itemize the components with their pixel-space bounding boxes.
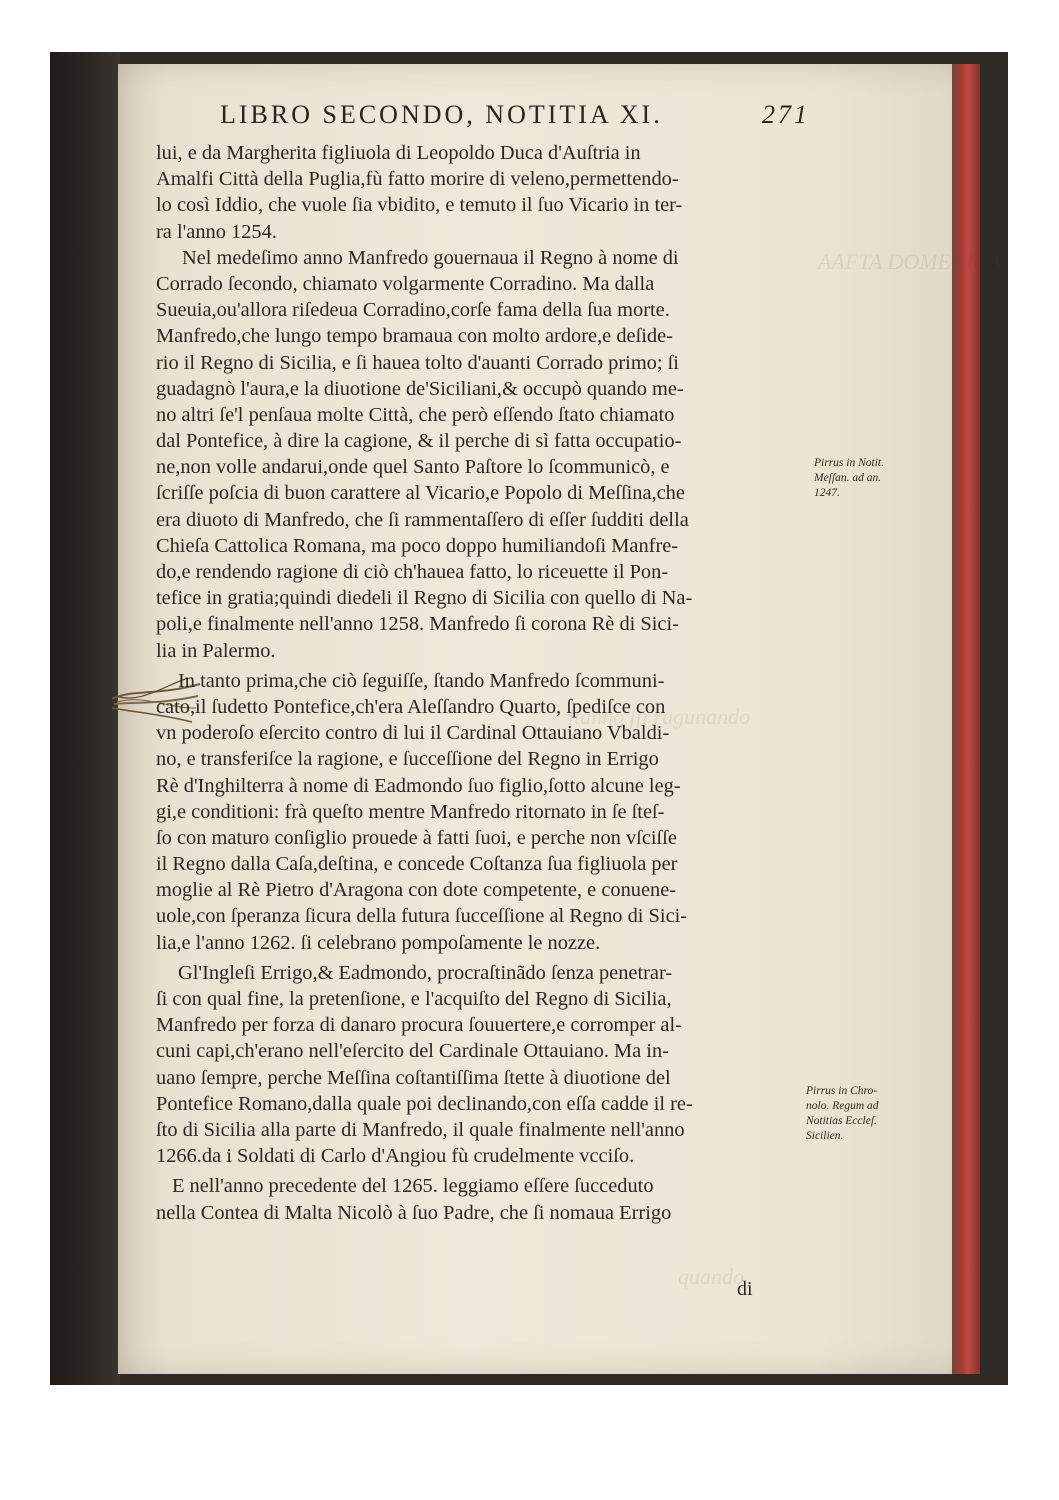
marginal-note <box>806 1084 879 1144</box>
text-line: poli,e finalmente nell'anno 1258. Manfredo ſi corona Rè di Sici- <box>156 613 679 636</box>
text-line: no, e transferiſce la ragione, e ſucceſſione del Regno in Errigo <box>156 748 659 771</box>
show-through-text: AAFTA DOMENICA <box>818 249 1002 274</box>
text-line: ſo con maturo conſiglio prouede à fatti ſuoi, e perche non vſciſſe <box>156 826 677 849</box>
text-line: lui, e da Margherita figliuola di Leopoldo Duca d'Auſtria in <box>156 142 641 164</box>
text-line: Gl'Ingleſi Errigo,& Eadmondo, procraſtinãdo ſenza penetrar- <box>178 961 673 984</box>
show-through-text: ſtanno ſſi ragunando <box>568 704 751 729</box>
text-line: Amalfi Città della Puglia,fù fatto morire di veleno,permettendo- <box>156 168 679 191</box>
body-text <box>156 140 796 1226</box>
text-line: Sueuia,ou'allora riſedeua Corradino,corſe fama della ſua morte. <box>156 299 670 322</box>
text-line: vn poderoſo eſercito contro di lui il Cardinal Ottauiano Vbaldi- <box>156 722 670 745</box>
running-head <box>170 100 810 136</box>
text-line: lia in Palermo. <box>156 639 276 662</box>
text-line: cuni capi,ch'erano nell'eſercito del Cardinale Ottauiano. Ma in- <box>156 1040 669 1063</box>
text-line: dal Pontefice, à dire la cagione, & il perche di sì fatta occupatio- <box>156 430 682 453</box>
text-line: Manfredo,che lungo tempo bramaua con molto ardore,e deſide- <box>156 325 673 348</box>
marginal-note-line: Pirrus in Notit. <box>814 457 884 469</box>
text-line: ſcriſſe poſcia di buon carattere al Vicario,e Popolo di Meſſina,che <box>156 482 685 505</box>
marginal-note-line: Sicilien. <box>806 1130 844 1142</box>
text-line: rio il Regno di Sicilia, e ſi hauea tolto d'auanti Corrado primo; ſi <box>156 351 679 374</box>
text-line: ne,non volle andarui,onde quel Santo Paſtore lo ſcommunicò, e <box>156 456 670 479</box>
text-line: Corrado ſecondo, chiamato volgarmente Corradino. Ma dalla <box>156 272 655 295</box>
text-line: ſto di Sicilia alla parte di Manfredo, il quale finalmente nell'anno <box>156 1118 685 1141</box>
text-line: In tanto prima,che ciò ſeguiſſe, ſtando Manfredo ſcommuni- <box>178 669 665 692</box>
catchword: di <box>737 1278 753 1300</box>
text-line: uole,con ſperanza ſicura della futura ſucceſſione al Regno di Sici- <box>156 905 688 928</box>
text-line: guadagnò l'aura,e la diuotione de'Siciliani,& occupò quando me- <box>156 377 684 400</box>
text-line: ſi con qual fine, la pretenſione, e l'acquiſto del Regno di Sicilia, <box>156 988 672 1010</box>
running-head-title: LIBRO SECONDO, NOTITIA XI. <box>220 100 663 129</box>
text-line: uano ſempre, perche Meſſina coſtantiſſima ſtette à diuotione del <box>156 1066 671 1089</box>
text-line: gi,e conditioni: frà queſto mentre Manfredo ritornato in ſe ſteſ- <box>156 800 665 823</box>
marginal-note <box>814 456 884 501</box>
text-line: ra l'anno 1254. <box>156 220 277 243</box>
text-line: moglie al Rè Pietro d'Aragona con dote competente, e conuene- <box>156 879 677 902</box>
text-line: do,e rendendo ragione di ciò ch'hauea fatto, lo riceuette il Pon- <box>156 561 669 583</box>
text-line: 1266.da i Soldati di Carlo d'Angiou fù crudelmente vcciſo. <box>156 1145 635 1168</box>
text-line: il Regno dalla Caſa,deſtina, e concede Coſtanza ſua figliuola per <box>156 853 678 876</box>
text-line: nella Contea di Malta Nicolò à ſuo Padre, che ſi nomaua Errigo <box>156 1201 672 1224</box>
show-through-text: quando <box>678 1264 744 1289</box>
text-line: Pontefice Romano,dalla quale poi declinando,con eſſa cadde il re- <box>156 1092 693 1115</box>
text-line: Manfredo per forza di danaro procura ſouuertere,e corromper al- <box>156 1014 682 1037</box>
text-line: Chieſa Cattolica Romana, ma poco doppo humiliandoſi Manfre- <box>156 534 679 557</box>
text-line: tefice in gratia;quindi diedeli il Regno di Sicilia con quello di Na- <box>156 587 693 610</box>
text-line: lo così Iddio, che vuole ſia vbidito, e temuto il ſuo Vicario in ter- <box>156 194 683 217</box>
marginal-note-line: nolo. Regum ad <box>806 1100 879 1112</box>
text-line: no altri ſe'l penſaua molte Città, che però eſſendo ſtato chiamato <box>156 403 675 426</box>
text-line: era diuoto di Manfredo, che ſi rammentaſſero di eſſer ſudditi della <box>156 508 689 531</box>
marginal-note-line: 1247. <box>814 487 840 499</box>
text-line: E nell'anno precedente del 1265. leggiamo eſſere ſucceduto <box>172 1175 654 1198</box>
binding-edge <box>50 52 120 1385</box>
text-line: cato,il ſudetto Pontefice,ch'era Aleſſandro Quarto, ſpediſce con <box>156 695 666 718</box>
marginal-note-line: Notitias Eccleſ. <box>806 1115 877 1127</box>
text-line: Rè d'Inghilterra à nome di Eadmondo ſuo figlio,ſotto alcune leg- <box>156 774 681 797</box>
text-line: lia,e l'anno 1262. ſi celebrano pompoſamente le nozze. <box>156 931 601 954</box>
text-line: Nel medeſimo anno Manfredo gouernaua il Regno à nome di <box>182 246 679 269</box>
page-number: 271 <box>762 100 810 129</box>
marginal-note-line: Pirrus in Chro- <box>806 1085 878 1097</box>
marginal-note-line: Meſſan. ad an. <box>814 472 882 484</box>
